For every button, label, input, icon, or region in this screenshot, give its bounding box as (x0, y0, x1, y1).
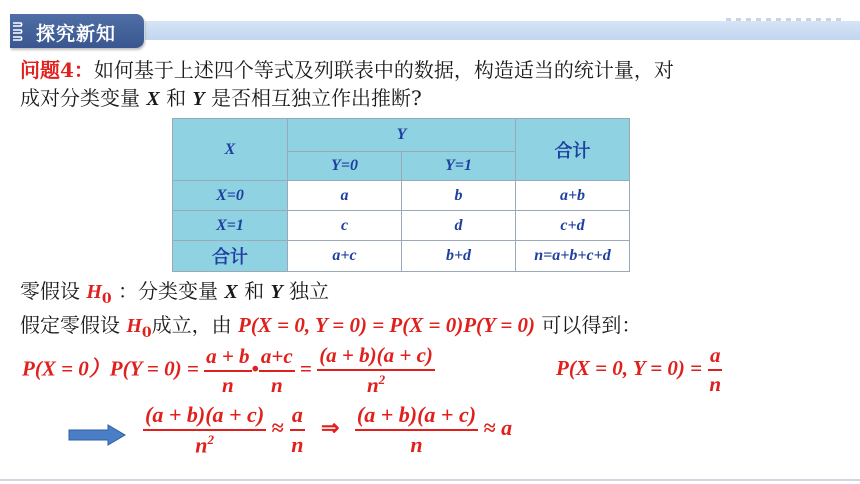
contingency-table (172, 118, 630, 272)
table-col-header: Y=0 (288, 152, 402, 181)
table-cell: c (288, 211, 402, 241)
top-dots-decoration (726, 9, 846, 15)
question-line-2 (20, 84, 422, 113)
equation-joint (556, 343, 723, 397)
table-corner: X (173, 119, 288, 181)
table-cell: d (402, 211, 516, 241)
null-hypothesis-line (20, 277, 329, 313)
table-cell: a (288, 181, 402, 211)
table-cell: c+d (516, 211, 630, 241)
variable-y: Y (192, 88, 205, 110)
fraction-denominator: n (709, 372, 722, 396)
hypothesis-x: X (224, 281, 238, 303)
table-y-header: Y (288, 119, 516, 152)
table-cell: b+d (402, 241, 516, 272)
denominator-base: n (366, 373, 379, 397)
assume-suffix: 可以得到： (541, 313, 642, 337)
table-row-label: X=0 (173, 181, 288, 211)
table-cell: n=a+b+c+d (516, 241, 630, 272)
section-tab (10, 14, 144, 48)
header-bar (145, 21, 860, 40)
denominator-exponent: 2 (378, 372, 386, 387)
independence-formula: P(X = 0, Y = 0) = P(X = 0)P(Y = 0) (238, 313, 536, 337)
fraction (289, 402, 305, 458)
fraction (259, 344, 295, 398)
table-row (173, 241, 630, 272)
question-label: 问题4： (20, 58, 94, 82)
fraction (707, 343, 723, 397)
table-row (173, 181, 630, 211)
equation-approximation (143, 402, 512, 458)
fraction-denominator: n (291, 432, 304, 458)
fraction-denominator: n (410, 432, 423, 458)
equals-sign: = (299, 356, 312, 381)
question-line-1 (20, 56, 674, 84)
table-row-label: 合计 (173, 241, 288, 272)
fraction-numerator: a + b (204, 344, 251, 372)
fraction-numerator: (a + b)(a + c) (143, 402, 266, 431)
bottom-divider (0, 479, 860, 481)
hypothesis-y: Y (270, 281, 283, 303)
hypothesis-suffix: 独立 (289, 279, 330, 303)
approx-sign: ≈ (483, 415, 496, 441)
denominator-exponent: 2 (207, 432, 214, 447)
fraction (355, 402, 478, 458)
section-title: 探究新知 (36, 23, 117, 45)
multiply-dot: • (251, 356, 259, 381)
fraction-numerator: a (290, 402, 305, 431)
hypothesis-subscript: 0 (101, 291, 112, 307)
variable-x: X (146, 88, 160, 110)
implies-arrow: ⇒ (320, 415, 340, 441)
hypothesis-text: ：分类变量 (118, 279, 219, 303)
table-cell: a+b (516, 181, 630, 211)
hypothesis-and: 和 (244, 279, 265, 303)
assume-mid: 成立，由 (151, 313, 232, 337)
fraction-denominator (193, 431, 216, 458)
equation-product (22, 343, 435, 398)
hypothesis-symbol: H (86, 281, 102, 303)
fraction (317, 343, 435, 398)
assumption-line (20, 311, 641, 347)
fraction (143, 402, 266, 458)
assume-symbol: H (126, 315, 142, 337)
eq2-lhs: P(X = 0, Y = 0) = (556, 355, 703, 380)
question-text-2a: 成对分类变量 (20, 86, 140, 110)
fraction-denominator: n (270, 372, 283, 397)
table-row (173, 211, 630, 241)
fraction-denominator (365, 371, 387, 398)
table-total-header: 合计 (516, 119, 630, 181)
fraction (204, 344, 251, 398)
right-arrow-icon (68, 424, 126, 446)
fraction-denominator: n (221, 372, 234, 397)
fraction-numerator: a (708, 343, 723, 371)
denominator-base: n (195, 432, 208, 458)
table-cell: b (402, 181, 516, 211)
hypothesis-prefix: 零假设 (20, 279, 80, 303)
eq1-lhs: P(X = 0）P(Y = 0) = (22, 356, 199, 381)
assume-subscript: 0 (141, 325, 152, 341)
question-conj: 和 (166, 86, 187, 110)
table-row-label: X=1 (173, 211, 288, 241)
fraction-numerator: (a + b)(a + c) (355, 402, 478, 431)
table-cell: a+c (288, 241, 402, 272)
approx-sign: ≈ (271, 415, 284, 441)
fraction-numerator: (a + b)(a + c) (317, 343, 435, 371)
eq3-rhs: a (501, 415, 513, 441)
table-col-header: Y=1 (402, 152, 516, 181)
binder-rings-icon (12, 20, 24, 42)
fraction-numerator: a+c (259, 344, 295, 372)
question-text-1: 如何基于上述四个等式及列联表中的数据，构造适当的统计量，对 (93, 58, 674, 82)
assume-prefix: 假定零假设 (20, 313, 120, 337)
question-text-2b: 是否相互独立作出推断? (211, 86, 422, 110)
